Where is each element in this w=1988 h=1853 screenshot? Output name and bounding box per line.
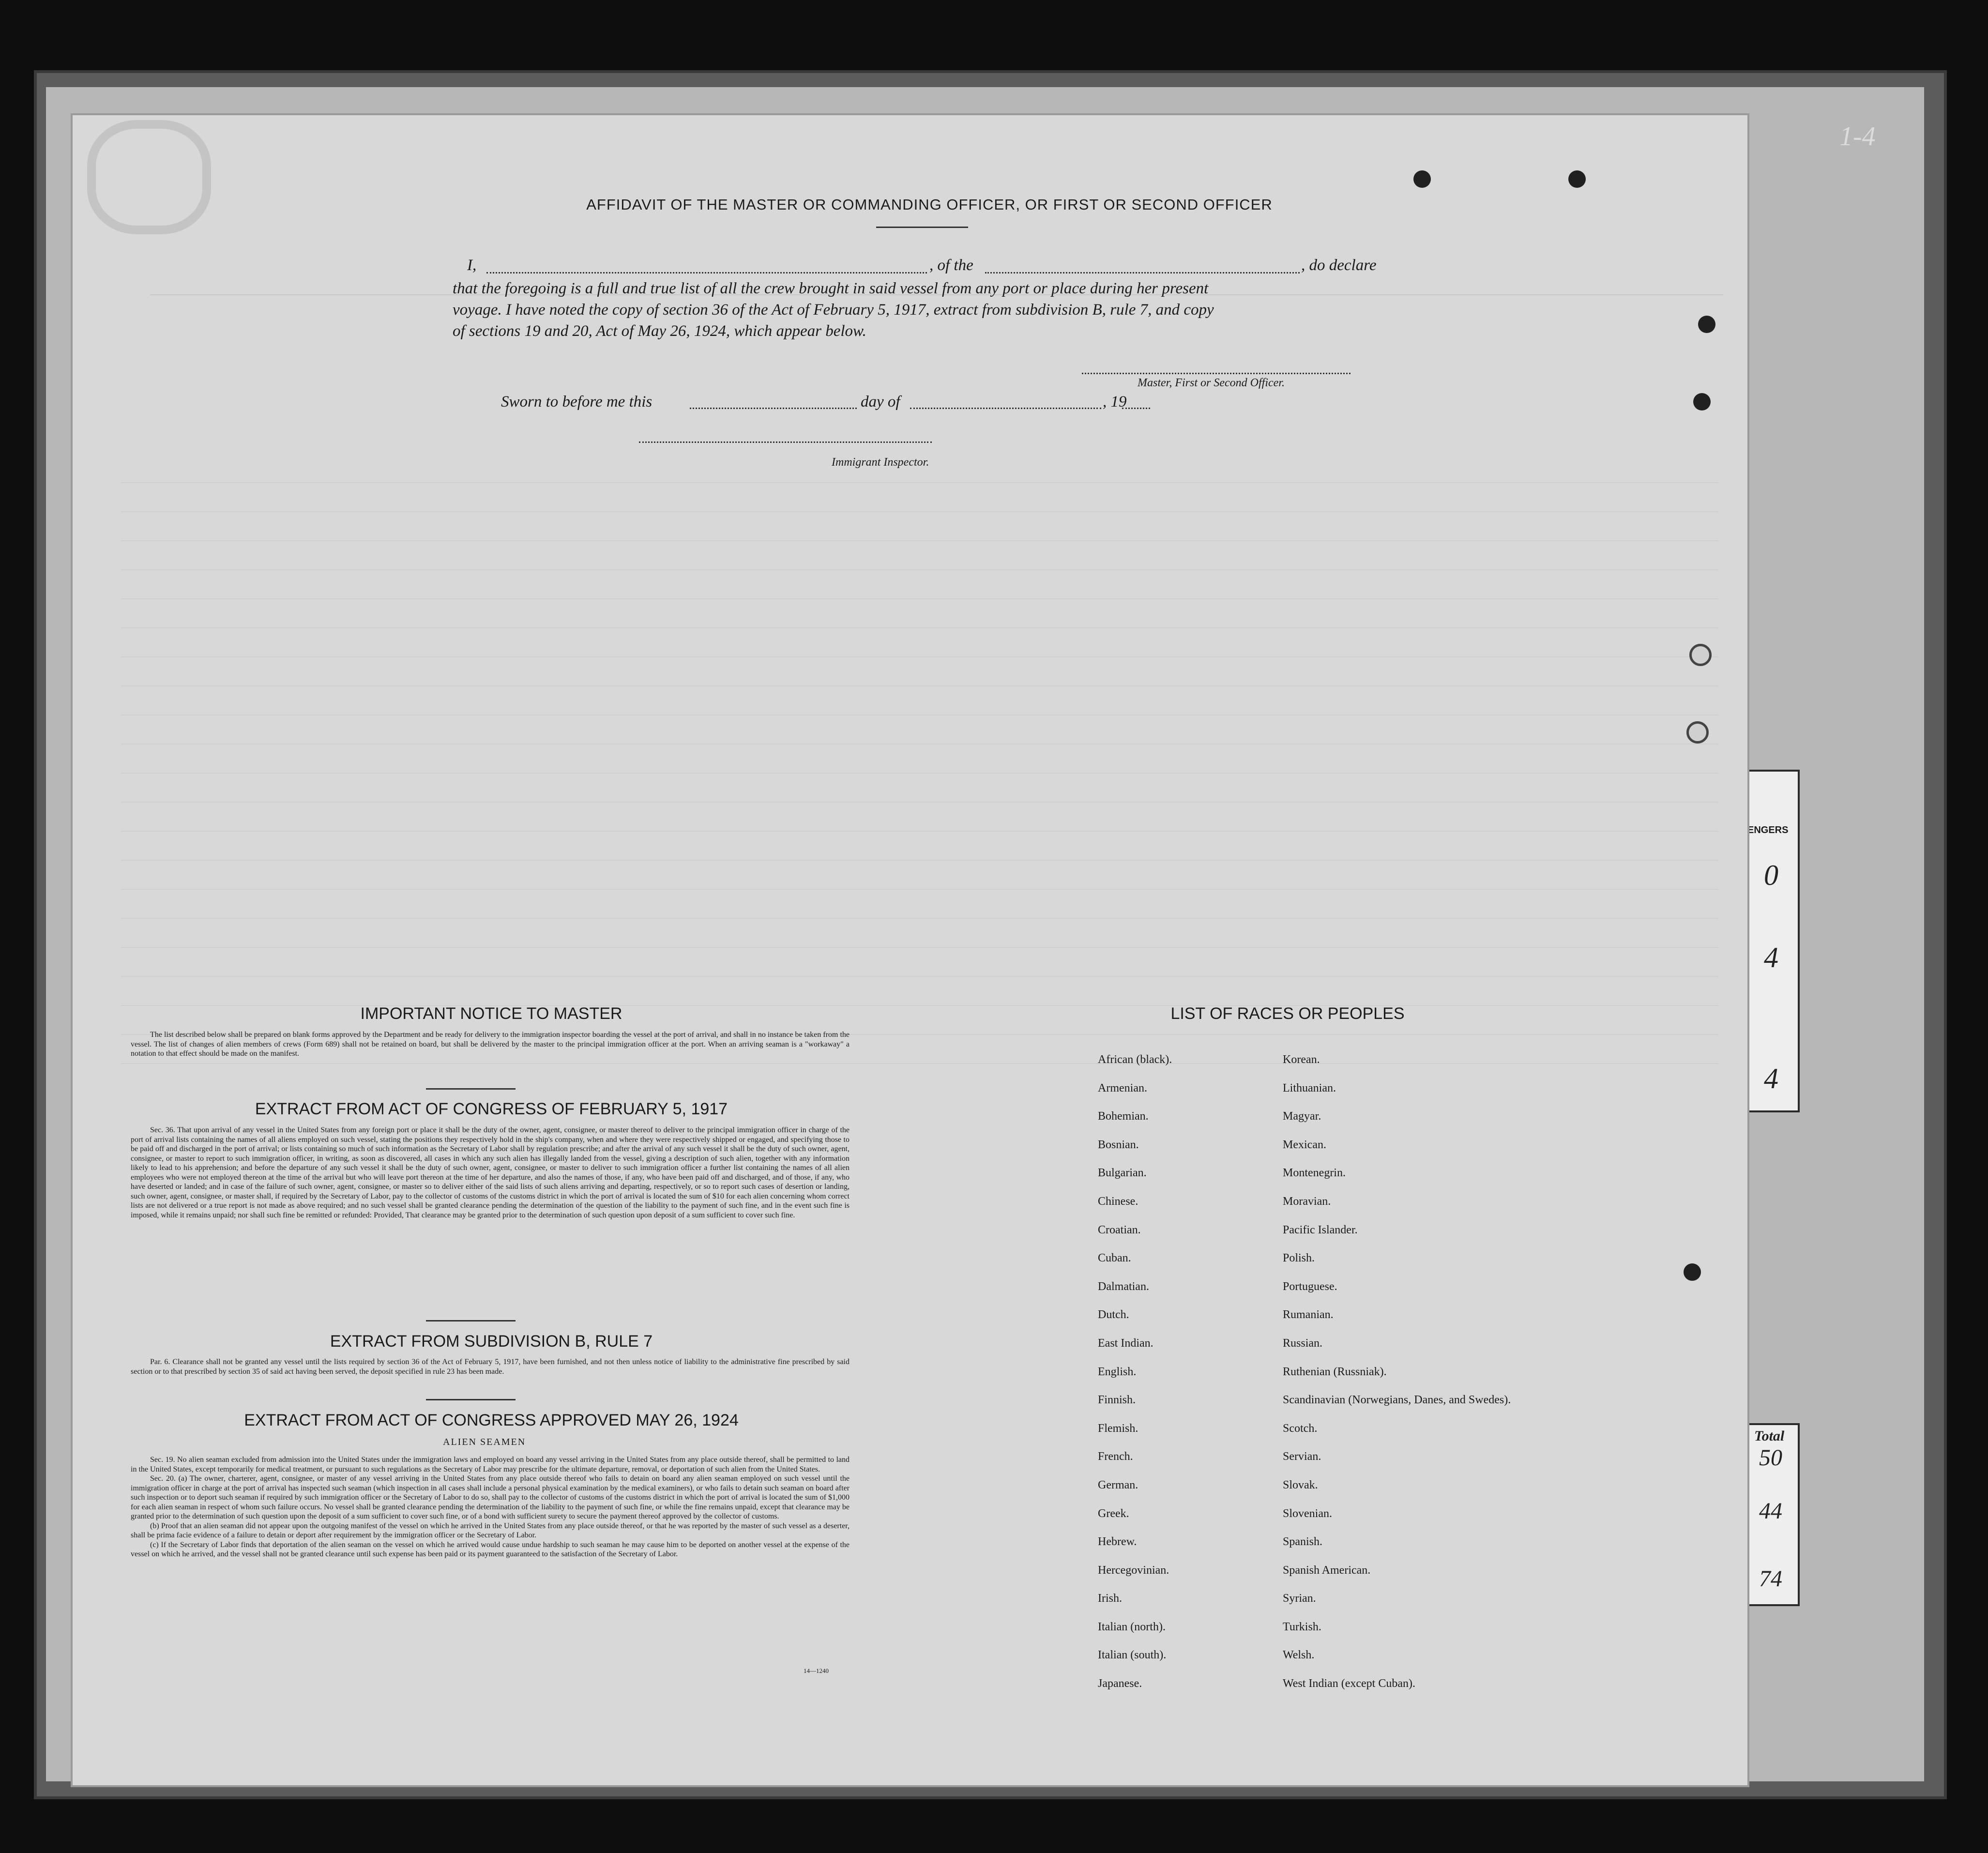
race-item: Italian (north). xyxy=(1098,1620,1166,1633)
sworn-month-field[interactable] xyxy=(910,408,1101,409)
race-item: Slovenian. xyxy=(1283,1507,1332,1520)
race-item: Pacific Islander. xyxy=(1283,1223,1358,1236)
races-left-column xyxy=(1098,1053,1172,1705)
race-item: Chinese. xyxy=(1098,1195,1138,1208)
name-field[interactable] xyxy=(486,272,927,273)
race-item: Ruthenian (Russniak). xyxy=(1283,1365,1387,1378)
races-right-column xyxy=(1283,1053,1511,1705)
race-item: Bohemian. xyxy=(1098,1110,1149,1123)
act-1924-sec-20c: (c) If the Secretary of Labor finds that deportation of the alien seaman on the vessel on which he arrived would cause undue hardship to such seaman he may cause him to be deported on another vessel at the expense of the vessel on which he arrived, and the vessel shall not be granted clearance until such expense has been paid or its payment guaranteed to the satisfaction of the Secretary of Labor. xyxy=(131,1540,850,1558)
act-1924-sec-19: Sec. 19. No alien seaman excluded from admission into the United States under the immigration laws and employed on board any vessel arriving in the United States from any place outside thereof, shall be permitted to land in the United States, except temporarily for medical treatment, or pursuant to such regulations as the Secretary of Labor may prescribe for the ultimate departure, removal, or deportation of such alien from the United States. xyxy=(131,1456,850,1473)
affidavit-of-the: , of the xyxy=(929,257,973,274)
act-1924-text xyxy=(131,1455,850,1559)
race-item: Cuban. xyxy=(1098,1252,1131,1265)
rule-7-text xyxy=(131,1357,850,1376)
race-item: Japanese. xyxy=(1098,1677,1142,1690)
sworn-text: Sworn to before me this xyxy=(501,393,653,410)
punch-hole xyxy=(1693,393,1711,410)
race-item: Lithuanian. xyxy=(1283,1081,1336,1094)
race-item: Scotch. xyxy=(1283,1422,1318,1435)
affidavit-title: AFFIDAVIT OF THE MASTER OR COMMANDING OFFICER, OR FIRST OR SECOND OFFICER xyxy=(586,196,1273,213)
act-1924-title: EXTRACT FROM ACT OF CONGRESS APPROVED MAY 26, 1924 xyxy=(244,1411,739,1429)
notice-paragraph: The list described below shall be prepared on blank forms approved by the Department and be ready for delivery to the immigration inspector boarding the vessel at the port of arrival, and shall in no instance be taken from the vessel. The list of changes of alien members of crews (Form 689) shall not be retained on board, but shall be delivered by the master to the principal immigration officer at the port. When an arriving seaman is a "workaway" a notation to that effect should be made on the manifest. xyxy=(131,1031,850,1058)
race-item: East Indian. xyxy=(1098,1337,1153,1350)
affidavit-line-3: voyage. I have noted the copy of section 36 of the Act of February 5, 1917, extract from subdivision B, rule 7, and copy xyxy=(453,301,1214,319)
tally-value-1: 0 xyxy=(1764,859,1778,891)
race-item: Bulgarian. xyxy=(1098,1167,1147,1180)
affidavit-line-4: of sections 19 and 20, Act of May 26, 1924, which appear below. xyxy=(453,322,866,340)
race-item: Dutch. xyxy=(1098,1308,1129,1321)
total-value: 50 xyxy=(1759,1445,1782,1471)
alien-seamen-subtitle: ALIEN SEAMEN xyxy=(443,1437,526,1447)
race-item: French. xyxy=(1098,1450,1133,1463)
race-item: Portuguese. xyxy=(1283,1280,1337,1293)
race-item: Spanish. xyxy=(1283,1535,1323,1549)
divider xyxy=(426,1088,516,1090)
act-1924-sec-20a: Sec. 20. (a) The owner, charterer, agent, consignee, or master of any vessel arriving in the United States from any place outside thereof who fails to detain on board any alien seaman employed on such vessel until the immigration officer in charge at the port of arrival has inspected such seaman (which inspection in all cases shall include a personal physical examination by the medical examiners), or who fails to detain such seaman on board after such inspection or to deport such seaman if required by such immigration officer or the Secretary of Labor to do so, shall pay to the collector of customs of the customs district in which the port of arrival is located the sum of $1,000 for each alien seaman in respect of whom such failure occurs. No vessel shall be granted clearance pending the determination of the liability to the payment of such fine, or while the fine remains unpaid, except that clearance may be granted prior to the determination of such question upon the deposit of a sum sufficient to cover such fine, or of a bond with sufficient surety to secure the payment thereof approved by the collector of customs. xyxy=(131,1474,850,1520)
tally-value-3: 4 xyxy=(1764,1063,1778,1094)
inspector-signature-field[interactable] xyxy=(639,441,932,443)
race-item: Servian. xyxy=(1283,1450,1321,1463)
punch-hole xyxy=(1684,1263,1701,1281)
act-1917-paragraph: Sec. 36. That upon arrival of any vessel in the United States from any foreign port or place it shall be the duty of the owner, agent, consignee, or master thereof to deliver to the principal immigration officer in charge of the port of arrival lists containing the names of all aliens employed on such vessel, stating the positions they respectively hold in the ship's company, when and where they were respectively shipped or engaged, and specifying those to be paid off and discharged in the port of arrival; or lists containing so much of such information as the Secretary of Labor shall by regulation prescribe; and after the arrival of any such vessel it shall be the duty of such owner, agent, consignee, or master to report to such immigration officer, in writing, as soon as discovered, all cases in which any such alien has illegally landed from the vessel, giving a description of such alien, together with any information likely to lead to his apprehension; and before the departure of any such vessel it shall be the duty of such owner, agent, consignee, or master to deliver to such immigration officer a further list containing the names of all alien employees who were not employed thereon at the time of the arrival but who will leave port thereon at the time of her departure, and also the names of those, if any, who have been paid off and discharged, and of those, if any, who have deserted or landed; and in case of the failure of such owner, agent, consignee, or master so to deliver either of the said lists of such aliens arriving and departing, respectively, or so to report such cases of desertion or landing, such owner, agent, consignee, or master shall, if required by the Secretary of Labor, pay to the collector of customs of the customs district in which the port of arrival is located the sum of $10 for each alien concerning whom correct lists are not delivered or a true report is not made as above required; and no such vessel shall be granted clearance pending the determination of the question of the liability to the payment of such fine, and in the event such fine is imposed, while it remains unpaid; nor shall such fine be remitted or refunded: Provided, That clearance may be granted prior to the determination of such question upon deposit of a sum sufficient to cover such fine. xyxy=(131,1126,850,1219)
race-item: Hercegovinian. xyxy=(1098,1564,1169,1577)
punch-hole xyxy=(1689,644,1712,666)
margin-total-box xyxy=(1747,1423,1800,1606)
bleed-table xyxy=(121,454,1718,1083)
race-item: Mexican. xyxy=(1283,1138,1326,1151)
tally-value-2: 4 xyxy=(1764,942,1778,973)
divider xyxy=(426,1399,516,1400)
race-item: Bosnian. xyxy=(1098,1138,1139,1151)
punch-hole xyxy=(1413,170,1431,188)
races-title: LIST OF RACES OR PEOPLES xyxy=(1170,1004,1405,1023)
punch-hole xyxy=(1698,316,1715,333)
affidavit-i: I, xyxy=(467,257,477,274)
race-item: Greek. xyxy=(1098,1507,1129,1520)
race-item: Russian. xyxy=(1283,1337,1323,1350)
rule-7-title: EXTRACT FROM SUBDIVISION B, RULE 7 xyxy=(330,1332,653,1351)
bleed-mark xyxy=(87,120,211,234)
passengers-label: ENGERS xyxy=(1747,825,1789,835)
lower-value-1: 44 xyxy=(1759,1498,1782,1524)
race-item: Finnish. xyxy=(1098,1394,1136,1407)
race-item: Spanish American. xyxy=(1283,1564,1371,1577)
race-item: Hebrew. xyxy=(1098,1535,1137,1549)
notice-title: IMPORTANT NOTICE TO MASTER xyxy=(360,1004,622,1023)
notice-text xyxy=(131,1030,850,1059)
act-1917-title: EXTRACT FROM ACT OF CONGRESS OF FEBRUARY 5, 1917 xyxy=(255,1100,728,1118)
form-number: 14—1240 xyxy=(804,1667,829,1674)
race-item: Slovak. xyxy=(1283,1478,1318,1491)
master-caption: Master, First or Second Officer. xyxy=(1138,377,1285,389)
lower-value-2: 74 xyxy=(1759,1566,1782,1592)
race-item: Dalmatian. xyxy=(1098,1280,1149,1293)
race-item: Turkish. xyxy=(1283,1620,1321,1633)
race-item: Italian (south). xyxy=(1098,1649,1167,1662)
margin-tally-box xyxy=(1743,770,1800,1112)
sworn-year: , 19 xyxy=(1103,393,1127,410)
inspector-caption: Immigrant Inspector. xyxy=(832,456,929,469)
race-item: Welsh. xyxy=(1283,1649,1315,1662)
punch-hole xyxy=(1686,721,1709,744)
race-item: Montenegrin. xyxy=(1283,1167,1346,1180)
affidavit-declare: , do declare xyxy=(1301,257,1377,274)
sworn-year-field[interactable] xyxy=(1122,408,1150,409)
race-item: Polish. xyxy=(1283,1252,1315,1265)
race-item: Irish. xyxy=(1098,1592,1122,1605)
sworn-day-of: day of xyxy=(861,393,900,410)
corner-note: 1-4 xyxy=(1839,122,1876,152)
race-item: Scandinavian (Norwegians, Danes, and Swedes). xyxy=(1283,1394,1511,1407)
sworn-day-field[interactable] xyxy=(690,408,857,409)
race-item: Magyar. xyxy=(1283,1110,1321,1123)
race-item: German. xyxy=(1098,1478,1138,1491)
act-1917-text xyxy=(131,1125,850,1220)
race-item: Rumanian. xyxy=(1283,1308,1334,1321)
vessel-field[interactable] xyxy=(985,272,1300,273)
race-item: West Indian (except Cuban). xyxy=(1283,1677,1415,1690)
master-signature-field[interactable] xyxy=(1082,373,1351,374)
race-item: Croatian. xyxy=(1098,1223,1141,1236)
affidavit-line-2: that the foregoing is a full and true list of all the crew brought in said vessel from any port or place during her present xyxy=(453,280,1209,297)
title-rule xyxy=(876,227,968,228)
race-item: Armenian. xyxy=(1098,1081,1147,1094)
act-1924-sec-20b: (b) Proof that an alien seaman did not appear upon the outgoing manifest of the vessel on which he arrived in the United States from any place outside thereof, or that he was reported by the master of such vessel as a deserter, shall be prima facie evidence of a failure to detain or deport after requirement by the immigration officer or the Secretary of Labor. xyxy=(131,1521,850,1539)
race-item: Moravian. xyxy=(1283,1195,1331,1208)
rule-7-paragraph: Par. 6. Clearance shall not be granted any vessel until the lists required by section 36 of the Act of February 5, 1917, have been furnished, and not then unless notice of liability to the administrative fine prescribed by said section or to that prescribed by section 35 of said act having been served, the deposit specified in rule 23 has been made. xyxy=(131,1358,850,1376)
race-item: African (black). xyxy=(1098,1053,1172,1066)
divider xyxy=(426,1320,516,1321)
race-item: Syrian. xyxy=(1283,1592,1316,1605)
race-item: Flemish. xyxy=(1098,1422,1138,1435)
race-item: English. xyxy=(1098,1365,1137,1378)
race-item: Korean. xyxy=(1283,1053,1320,1066)
total-label: Total xyxy=(1754,1428,1785,1444)
punch-hole xyxy=(1568,170,1586,188)
